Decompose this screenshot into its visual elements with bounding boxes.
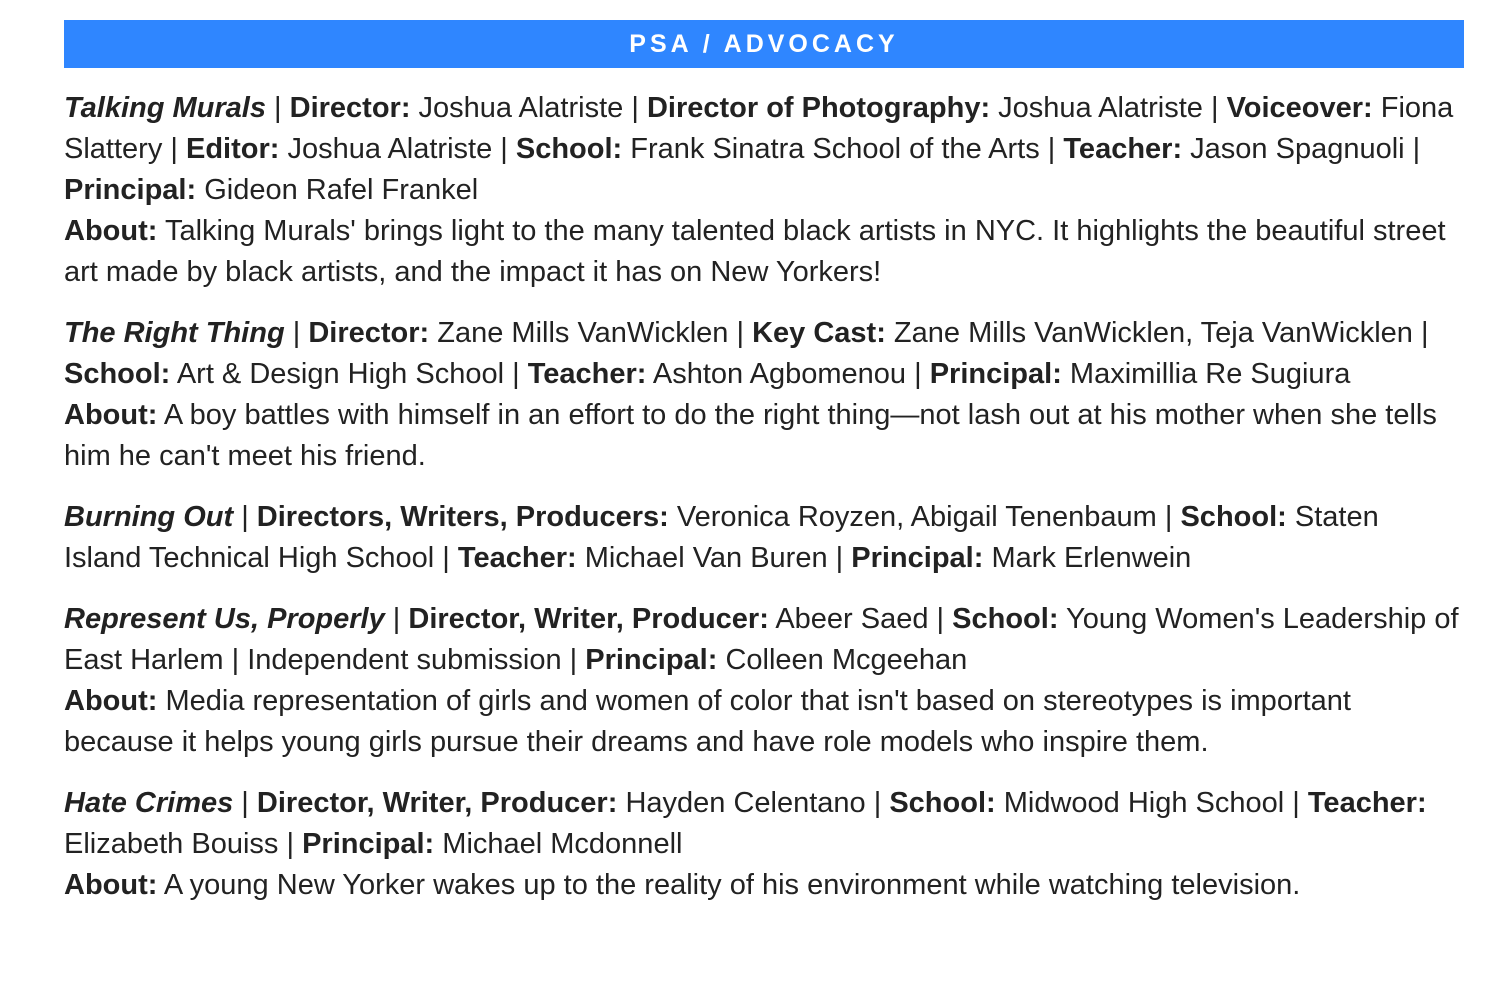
credit-value: Young Women's Leadership of East Harlem (64, 603, 1459, 676)
credit-value: Joshua Alatriste (287, 133, 493, 165)
entry-list (64, 88, 1464, 906)
credit-value: Zane Mills VanWicklen (437, 317, 729, 349)
section-banner: PSA / ADVOCACY (64, 20, 1464, 68)
credit-label: Voiceover: (1226, 92, 1373, 124)
entry-burning-out (64, 497, 1464, 579)
credit-value: Fiona Slattery (64, 92, 1454, 165)
entry-represent-us-properly (64, 599, 1464, 763)
entry-title: Represent Us, Properly (64, 603, 385, 635)
credit-label: School: (889, 787, 996, 819)
credit-value: Michael Van Buren (584, 542, 828, 574)
credit-value: Ashton Agbomenou (652, 358, 907, 390)
credit-label: Editor: (185, 133, 280, 165)
entry-title: Talking Murals (64, 92, 266, 124)
credit-label: Key Cast: (752, 317, 886, 349)
entry-title: Hate Crimes (64, 787, 234, 819)
credit-label: Principal: (929, 358, 1062, 390)
credit-label: Director: (289, 92, 411, 124)
credit-value: Mark Erlenwein (991, 542, 1192, 574)
credit-label: School: (1180, 501, 1287, 533)
credit-label: Director: (308, 317, 430, 349)
credit-label: School: (952, 603, 1059, 635)
credit-label: Principal: (851, 542, 984, 574)
credit-value: Joshua Alatriste (998, 92, 1203, 124)
credit-value: Frank Sinatra School of the Arts (630, 133, 1040, 165)
credit-label: Director, Writer, Producer: (408, 603, 769, 635)
credit-label: Directors, Writers, Producers: (256, 501, 669, 533)
about-label: About: (64, 869, 158, 901)
about-label: About: (64, 215, 158, 247)
entry-credits: Hate Crimes | Director, Writer, Producer: Hayden Celentano | School: Midwood High School | Teacher: Elizabeth Bouiss | Principal: Michael Mcdonnell (64, 787, 1427, 860)
credit-value: Midwood High School (1003, 787, 1285, 819)
credit-value: Staten Island Technical High School (64, 501, 1379, 574)
entry-about (64, 681, 1464, 763)
about-label: About: (64, 399, 158, 431)
credit-label: Teacher: (527, 358, 647, 390)
entry-about (64, 211, 1464, 293)
credit-label: Teacher: (1063, 133, 1183, 165)
credit-value: Art & Design High School (176, 358, 505, 390)
entry-credits: Represent Us, Properly | Director, Writer, Producer: Abeer Saed | School: Young Women's Leadership of East Harlem | Independent submission | Principal: Colleen Mcgeehan (64, 603, 1459, 676)
credit-label: School: (515, 133, 623, 165)
credit-value: Gideon Rafel Frankel (204, 174, 479, 206)
entry-the-right-thing (64, 313, 1464, 477)
about-text: A boy battles with himself in an effort to do the right thing—not lash out at his mother when she tells him he can't meet his friend. (64, 399, 1437, 472)
entry-title: The Right Thing (64, 317, 285, 349)
credit-value: Abeer Saed (775, 603, 929, 635)
credit-label: Principal: (585, 644, 718, 676)
entry-credits: The Right Thing | Director: Zane Mills VanWicklen | Key Cast: Zane Mills VanWicklen, Teja VanWicklen | School: Art & Design High School | Teacher: Ashton Agbomenou | Principal: Maximillia Re Sugiura (64, 317, 1429, 390)
entry-hate-crimes (64, 783, 1464, 906)
credit-value: Jason Spagnuoli (1190, 133, 1405, 165)
entry-talking-murals (64, 88, 1464, 293)
credit-label: Principal: (64, 174, 197, 206)
credit-label: Director of Photography: (646, 92, 991, 124)
entry-about (64, 395, 1464, 477)
entry-credits: Talking Murals | Director: Joshua Alatriste | Director of Photography: Joshua Alatriste | Voiceover: Fiona Slattery | Editor: Joshua Alatriste | School: Frank Sinatra School of the Arts | Teacher: Jason Spagnuoli | Principal: Gideon Rafel Frankel (64, 92, 1454, 206)
credit-label: Principal: (302, 828, 435, 860)
credit-label: Director, Writer, Producer: (256, 787, 618, 819)
credit-value: Veronica Royzen, Abigail Tenenbaum (676, 501, 1157, 533)
entry-title: Burning Out (64, 501, 234, 533)
credit-label: Teacher: (1307, 787, 1427, 819)
credit-label: Teacher: (457, 542, 577, 574)
credit-value: Michael Mcdonnell (442, 828, 683, 860)
credit-value: Joshua Alatriste (418, 92, 624, 124)
content (64, 20, 1464, 926)
entry-about (64, 865, 1464, 906)
credit-value: Colleen Mcgeehan (725, 644, 968, 676)
credit-value: Independent submission (247, 644, 562, 676)
credit-value: Maximillia Re Sugiura (1069, 358, 1351, 390)
credit-label: School: (64, 358, 171, 390)
credit-value: Zane Mills VanWicklen, Teja VanWicklen (893, 317, 1413, 349)
credit-value: Hayden Celentano (625, 787, 866, 819)
about-text: Media representation of girls and women of color that isn't based on stereotypes is important because it helps young girls pursue their dreams and have role models who inspire them. (64, 685, 1351, 758)
about-text: Talking Murals' brings light to the many talented black artists in NYC. It highlights the beautiful street art made by black artists, and the impact it has on New Yorkers! (64, 215, 1446, 288)
about-text: A young New Yorker wakes up to the reality of his environment while watching television. (163, 869, 1301, 901)
about-label: About: (64, 685, 158, 717)
entry-credits: Burning Out | Directors, Writers, Producers: Veronica Royzen, Abigail Tenenbaum | School: Staten Island Technical High School | Teacher: Michael Van Buren | Principal: Mark Erlenwein (64, 501, 1379, 574)
credit-value: Elizabeth Bouiss (64, 828, 279, 860)
